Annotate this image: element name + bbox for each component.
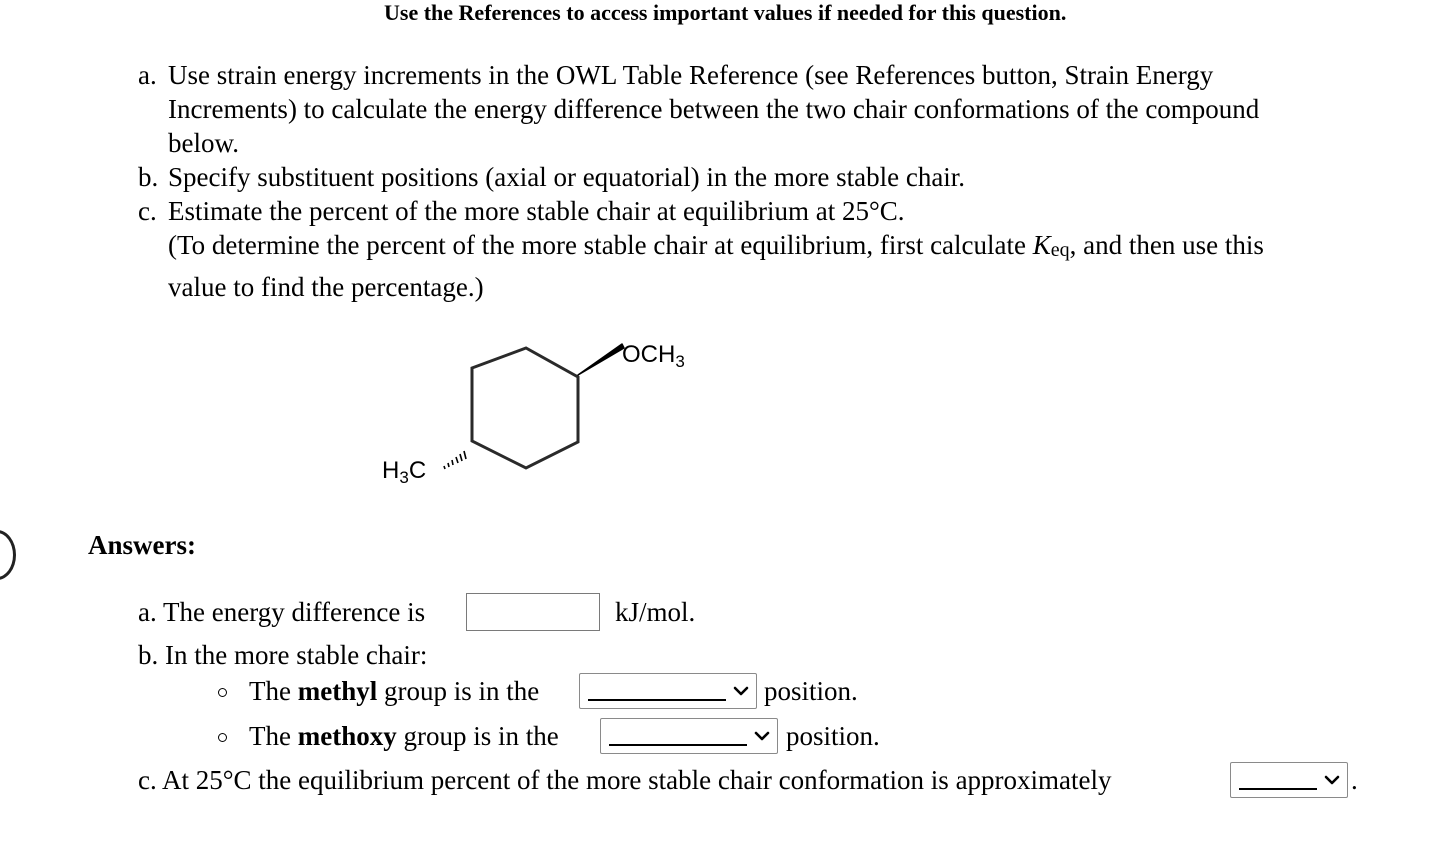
answers-title: Answers: xyxy=(88,530,196,560)
methoxy-after: position. xyxy=(786,721,880,751)
cyclohexane-structure xyxy=(360,320,740,500)
question-a-line3: below. xyxy=(168,128,239,158)
methyl-bold: methyl xyxy=(297,676,378,706)
methoxy-sentence xyxy=(249,719,559,753)
question-a-line1: Use strain energy increments in the OWL Table Reference (see References button, Strain Energy xyxy=(168,60,1214,90)
methyl-after: position. xyxy=(764,676,858,706)
equilibrium-percent-select[interactable] xyxy=(1230,762,1348,798)
cyclohexane-ring xyxy=(472,348,578,468)
methoxy-label: $OCH_3$ xyxy=(622,341,685,371)
answer-a-unit: kJ/mol. xyxy=(615,597,696,627)
methyl-pre: The xyxy=(249,676,298,706)
energy-difference-input[interactable] xyxy=(466,593,600,631)
chevron-down-icon xyxy=(754,730,770,742)
question-c-line2-pre: (To determine the percent of the more stable chair at equilibrium, first calculate xyxy=(168,230,1033,260)
question-c-line1: Estimate the percent of the more stable chair at equilibrium at 25°C. xyxy=(168,196,905,226)
answer-a-text: a. The energy difference is xyxy=(138,597,426,627)
question-c-label: c. xyxy=(138,196,157,226)
question-a-line2: Increments) to calculate the energy difference between the two chair conformations of the compound xyxy=(168,94,1260,124)
wedge-bond xyxy=(578,344,624,375)
methoxy-bold: methoxy xyxy=(297,721,397,751)
answer-c-period: . xyxy=(1351,765,1358,795)
answer-b-text: b. In the more stable chair: xyxy=(138,640,428,670)
percent-select-blank xyxy=(1239,788,1317,790)
question-a xyxy=(138,58,1438,160)
answer-c-text: c. At 25°C the equilibrium percent of the more stable chair conformation is approximately xyxy=(138,765,1112,795)
chevron-down-icon xyxy=(733,685,749,697)
methoxy-select-blank xyxy=(609,744,747,746)
references-notice: Use the References to access important values if needed for this question. xyxy=(384,0,1067,25)
methyl-label: $H_3C$ xyxy=(382,457,427,487)
question-c-line3: value to find the percentage.) xyxy=(168,272,484,302)
question-a-label: a. xyxy=(138,60,157,90)
chevron-down-icon xyxy=(1324,774,1340,786)
methyl-select-blank xyxy=(588,699,726,701)
methoxy-position-select[interactable] xyxy=(600,718,778,754)
methyl-sentence xyxy=(249,674,539,708)
hash-bond xyxy=(444,451,466,469)
bullet-methoxy xyxy=(218,733,227,742)
methoxy-post: group is in the xyxy=(396,721,559,751)
question-c xyxy=(138,194,1438,306)
methyl-post: group is in the xyxy=(377,676,540,706)
methyl-position-select[interactable] xyxy=(579,673,757,709)
question-c-line2-post: , and then use this xyxy=(1069,230,1264,260)
question-b xyxy=(138,160,1438,194)
question-b-line1: Specify substituent positions (axial or equatorial) in the more stable chair. xyxy=(168,162,966,192)
keq-subscript: eq xyxy=(1050,239,1070,261)
question-b-label: b. xyxy=(138,162,159,192)
methoxy-pre: The xyxy=(249,721,298,751)
question-c-line2 xyxy=(168,228,1264,265)
left-edge-tab xyxy=(0,530,16,580)
keq-symbol: K xyxy=(1032,230,1051,260)
bullet-methyl xyxy=(218,688,227,697)
